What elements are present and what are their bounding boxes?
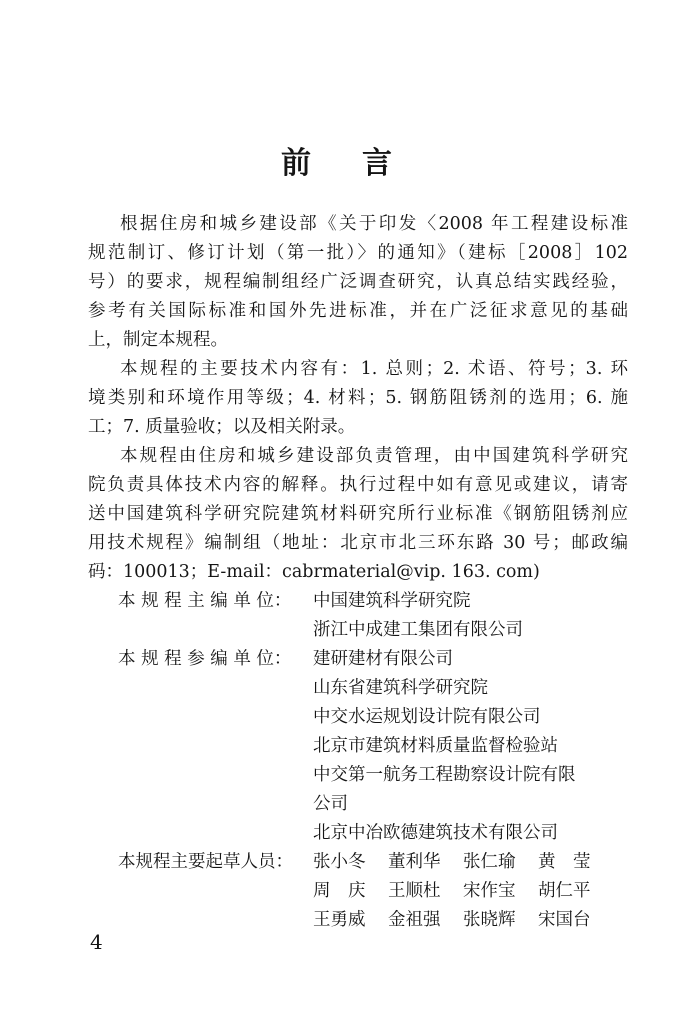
paragraph-3-line-1: 本规程由住房和城乡建设部负责管理，由中国建筑科学研究 — [120, 446, 628, 466]
drafter-name: 王勇威 — [313, 910, 366, 930]
page-title — [0, 138, 674, 182]
page-number: 4 — [90, 930, 103, 954]
participating-unit-2: 山东省建筑科学研究院 — [313, 678, 488, 698]
drafter-name: 张仁瑜 — [463, 852, 516, 872]
drafters-label: 本规程主要起草人员： — [118, 852, 293, 872]
chief-units-label: 本 规 程 主 编 单 位： — [118, 591, 292, 611]
title-char-2: 言 — [362, 146, 393, 181]
paragraph-1-line-4: 参考有关国际标准和国外先进标准，并在广泛征求意见的基础 — [88, 301, 628, 321]
paragraph-1-line-1: 根据住房和城乡建设部《关于印发〈2008 年工程建设标准 — [120, 214, 628, 234]
drafter-name: 宋作宝 — [463, 881, 516, 901]
paragraph-1-line-2: 规范制订、修订计划（第一批）〉的通知》（建标［2008］102 — [88, 243, 628, 263]
participating-units-label: 本 规 程 参 编 单 位： — [118, 649, 292, 669]
paragraph-1-line-3: 号）的要求，规程编制组经广泛调查研究，认真总结实践经验， — [88, 272, 628, 292]
paragraph-3-line-3: 送中国建筑科学研究院建筑材料研究所行业标准《钢筋阻锈剂应 — [88, 504, 628, 524]
paragraph-3-line-2: 院负责具体技术内容的解释。执行过程中如有意见或建议，请寄 — [88, 475, 628, 495]
drafter-name: 周 庆 — [313, 881, 366, 901]
participating-unit-1: 建研建材有限公司 — [313, 649, 453, 669]
drafter-name: 董利华 — [388, 852, 441, 872]
drafter-name: 宋国台 — [538, 910, 591, 930]
chief-unit-2: 浙江中成建工集团有限公司 — [313, 620, 523, 640]
drafters-row-2 — [313, 878, 613, 904]
participating-unit-6: 北京中冶欧德建筑技术有限公司 — [313, 823, 558, 843]
drafters-row-1 — [313, 849, 613, 875]
drafter-name: 张小冬 — [313, 852, 366, 872]
participating-unit-5: 中交第一航务工程勘察设计院有限 — [313, 765, 576, 785]
drafter-name: 金祖强 — [388, 910, 441, 930]
paragraph-3-line-5: 码：100013；E-mail：cabrmaterial@vip. 163. com) — [88, 562, 540, 582]
paragraph-2-line-2: 境类别和环境作用等级；4. 材料；5. 钢筋阻锈剂的选用；6. 施 — [88, 388, 628, 408]
participating-unit-4: 北京市建筑材料质量监督检验站 — [313, 736, 558, 756]
participating-unit-3: 中交水运规划设计院有限公司 — [313, 707, 541, 727]
drafter-name: 黄 莹 — [538, 852, 591, 872]
drafters-row-3 — [313, 907, 613, 933]
drafter-name: 王顺杜 — [388, 881, 441, 901]
paragraph-3-line-4: 用技术规程》编制组（地址：北京市北三环东路 30 号；邮政编 — [88, 533, 628, 553]
paragraph-2-line-1: 本规程的主要技术内容有：1. 总则；2. 术语、符号；3. 环 — [120, 359, 628, 379]
title-char-1: 前 — [281, 146, 312, 181]
paragraph-1-line-5: 上，制定本规程。 — [88, 330, 228, 350]
drafter-name: 胡仁平 — [538, 881, 591, 901]
paragraph-2-line-3: 工；7. 质量验收；以及相关附录。 — [88, 417, 356, 437]
drafter-name: 张晓辉 — [463, 910, 516, 930]
participating-unit-5-continued: 公司 — [313, 794, 348, 814]
chief-unit-1: 中国建筑科学研究院 — [313, 591, 471, 611]
